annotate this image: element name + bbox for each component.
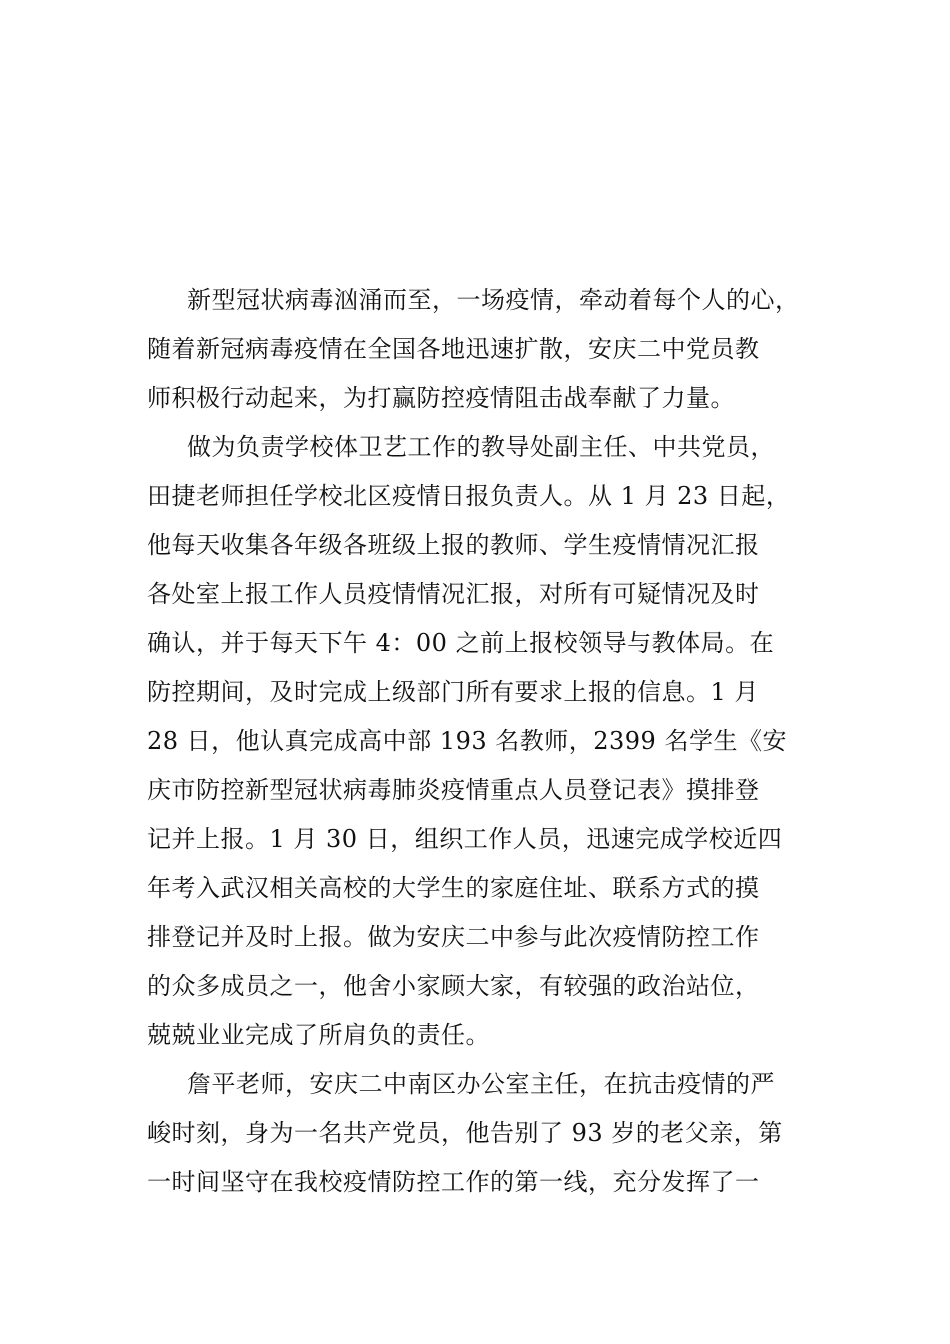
paragraph-1	[147, 276, 815, 423]
text-line: 庆市防控新型冠状病毒肺炎疫情重点人员登记表》摸排登	[147, 776, 760, 804]
text-line: 排登记并及时上报。做为安庆二中参与此次疫情防控工作	[147, 923, 760, 951]
text-line: 田捷老师担任学校北区疫情日报负责人。从 1 月 23 日起，	[147, 482, 791, 510]
text-line: 随着新冠病毒疫情在全国各地迅速扩散，安庆二中党员教	[147, 335, 760, 363]
text-line: 兢兢业业完成了所肩负的责任。	[147, 1021, 490, 1049]
text-line: 各处室上报工作人员疫情情况汇报，对所有可疑情况及时	[147, 580, 760, 608]
text-line: 28 日，他认真完成高中部 193 名教师，2399 名学生《安	[147, 727, 787, 755]
text-line: 做为负责学校体卫艺工作的教导处副主任、中共党员，	[187, 433, 775, 461]
text-line: 防控期间，及时完成上级部门所有要求上报的信息。1 月	[147, 678, 759, 706]
text-line: 一时间坚守在我校疫情防控工作的第一线，充分发挥了一	[147, 1168, 760, 1196]
text-line: 的众多成员之一，他舍小家顾大家，有较强的政治站位，	[147, 972, 760, 1000]
paragraph-3	[147, 1060, 815, 1207]
text-line: 峻时刻，身为一名共产党员，他告别了 93 岁的老父亲，第	[147, 1119, 783, 1147]
text-line: 新型冠状病毒汹涌而至，一场疫情，牵动着每个人的心，	[187, 286, 800, 314]
text-line: 年考入武汉相关高校的大学生的家庭住址、联系方式的摸	[147, 874, 760, 902]
document-body	[147, 276, 815, 1207]
text-line: 记并上报。1 月 30 日，组织工作人员，迅速完成学校近四	[147, 825, 783, 853]
text-line: 詹平老师，安庆二中南区办公室主任，在抗击疫情的严	[187, 1070, 775, 1098]
text-line: 师积极行动起来，为打赢防控疫情阻击战奉献了力量。	[147, 384, 735, 412]
text-line: 他每天收集各年级各班级上报的教师、学生疫情情况汇报	[147, 531, 760, 559]
paragraph-2	[147, 423, 815, 1060]
text-line: 确认，并于每天下午 4：00 之前上报校领导与教体局。在	[147, 629, 775, 657]
